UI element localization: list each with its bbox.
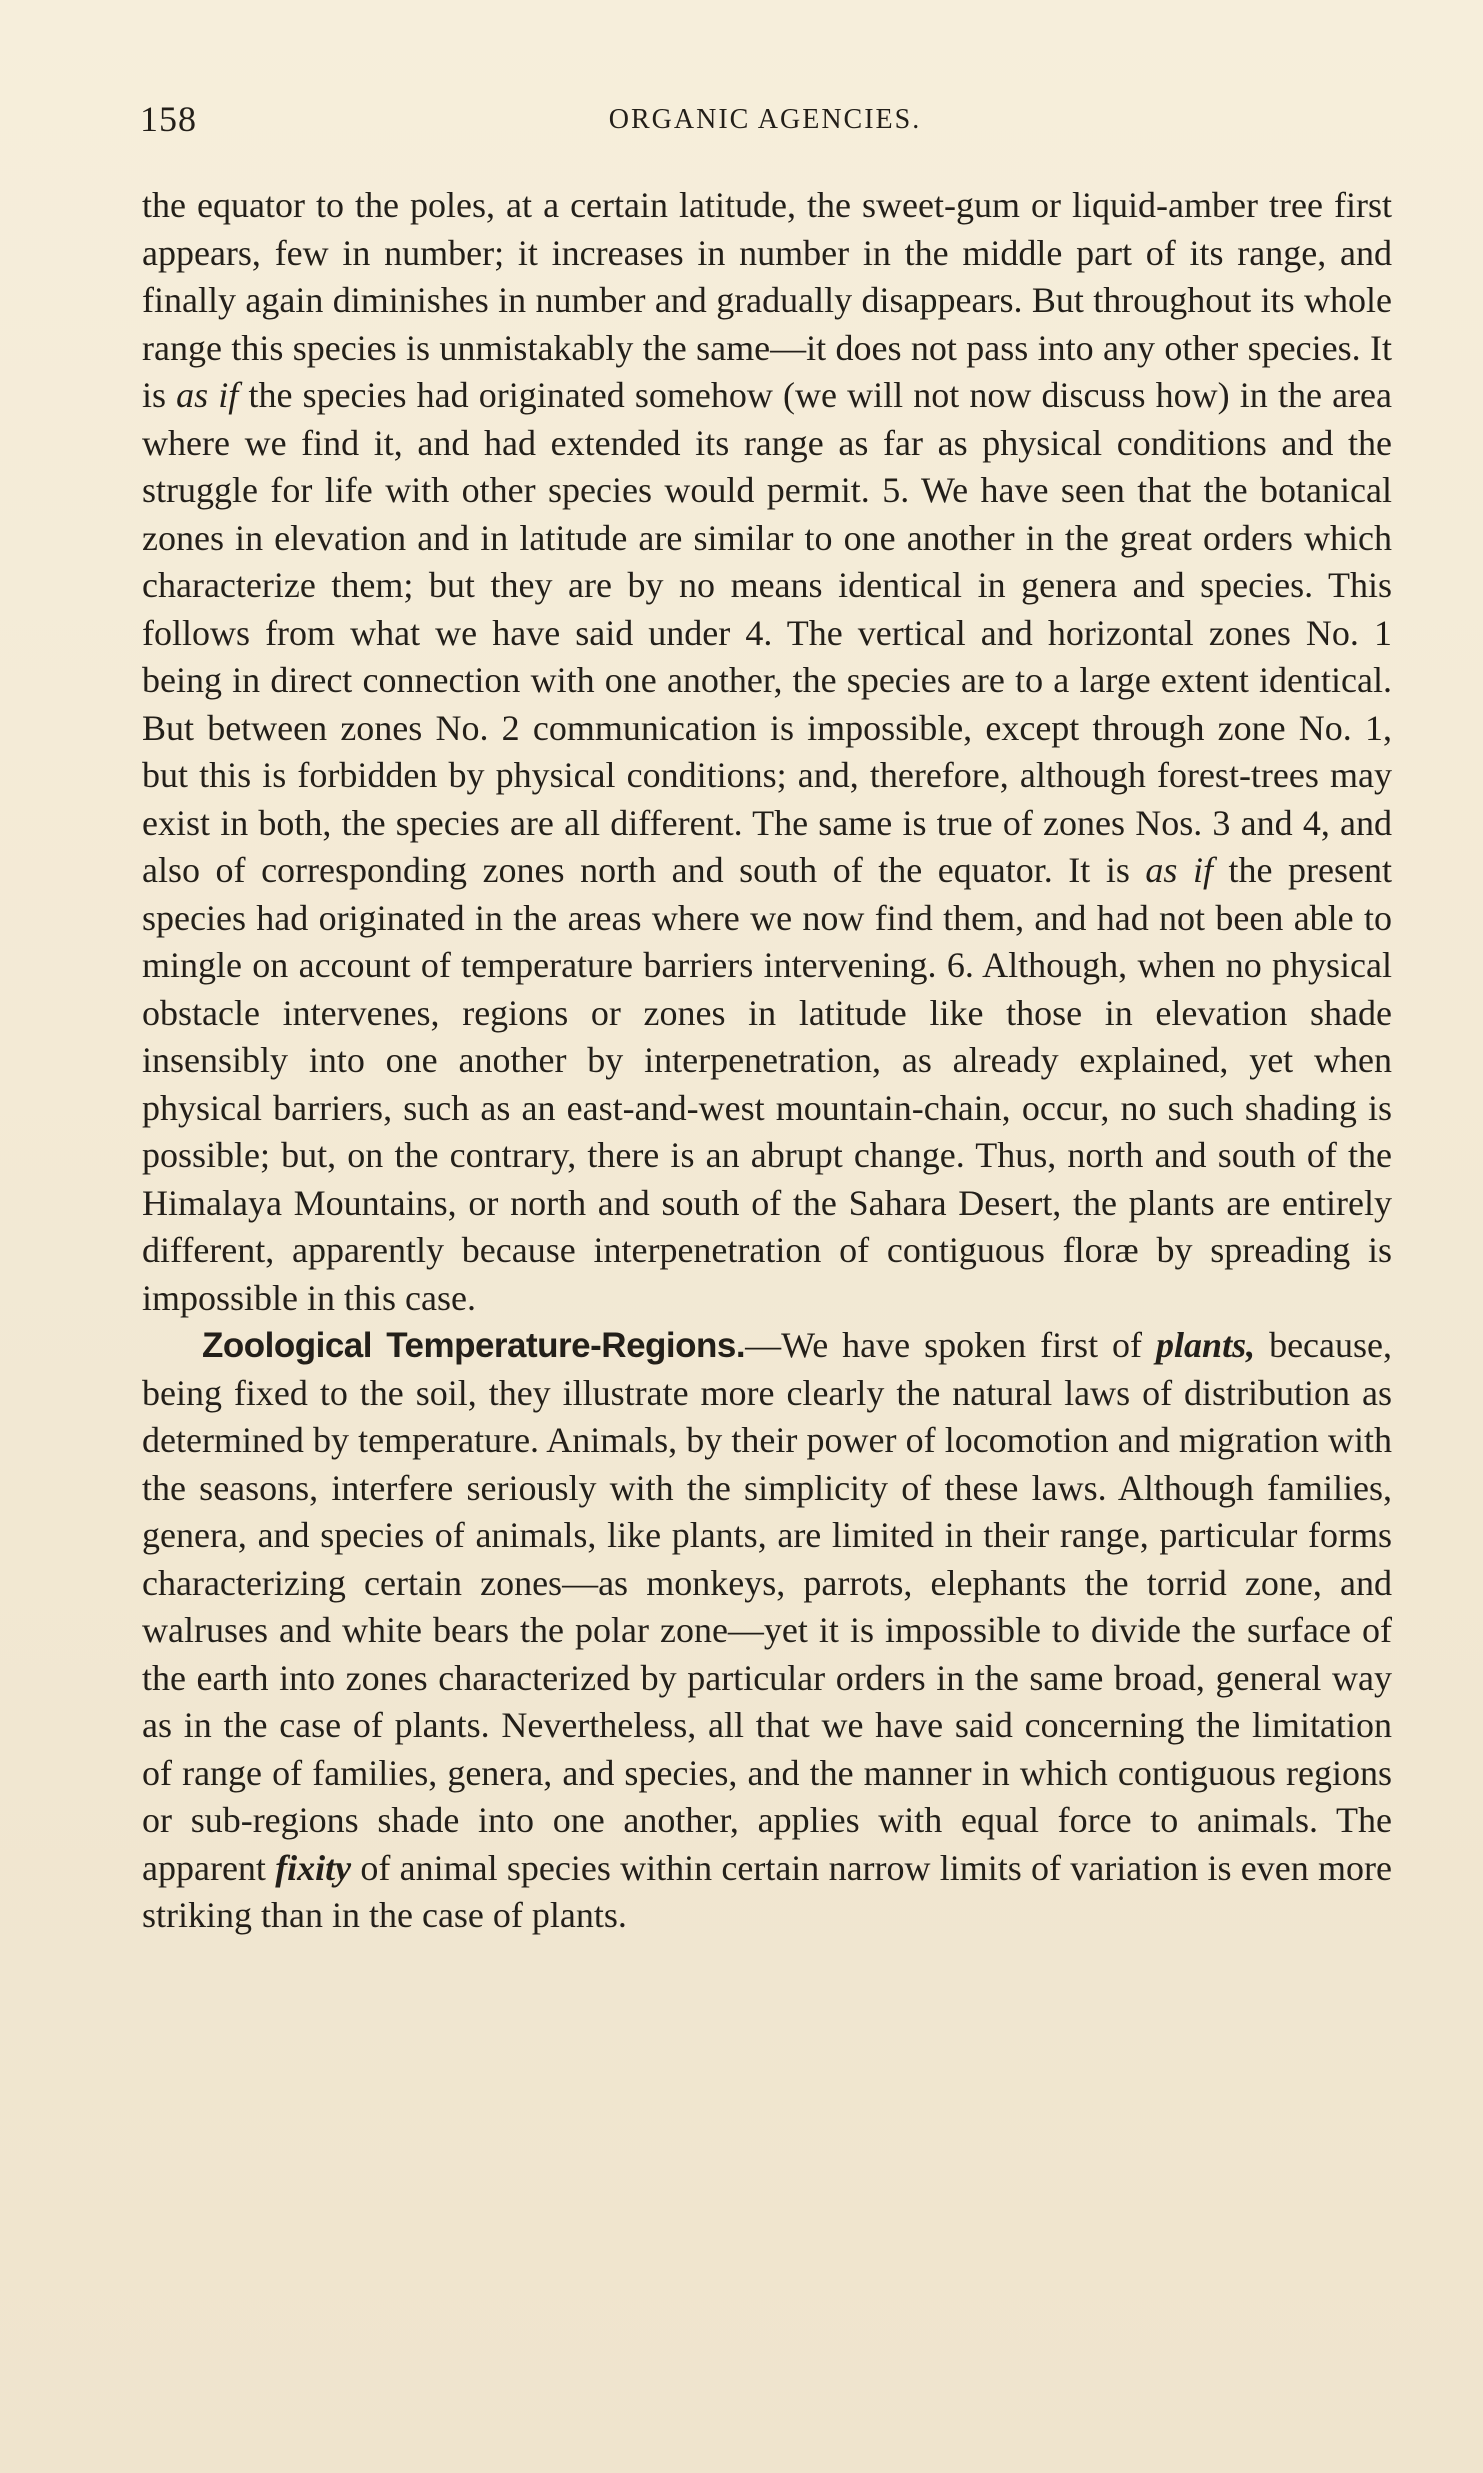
paragraph-2-emphasis-2: fixity [275, 1847, 352, 1888]
paragraph-2-emphasis-1: plants, [1156, 1325, 1256, 1365]
page-number: 158 [140, 99, 197, 139]
paragraph-2-text-3: of animal species within certain narrow limits of variation is even more striking than in the case of plants. [142, 1847, 1392, 1935]
paragraph-1-emphasis-1: as if [176, 375, 239, 415]
paragraph-2-text-1: —We have spoken first of [745, 1325, 1157, 1365]
paragraph-2-text-2: because, being fixed to the soil, they illustrate more clearly the natural laws of distribution as determined by temperature. Animals, by their power of locomotion and migration with the seasons, interfere seriously with the simplicity of these laws. Although families, genera, and species of animals, like plants, are limited in their range, particular forms characterizing certain zones—as monkeys, parrots, elephants the torrid zone, and walruses and white bears the polar zone—yet it is impossible to divide the surface of the earth into zones characterized by particular orders in the same broad, general way as in the case of plants. Nevertheless, all that we have said concerning the limitation of range of families, genera, and species, and the manner in which contiguous regions or sub-regions shade into one another, applies with equal force to animals. The apparent [142, 1325, 1393, 1888]
zoological-regions-paragraph [142, 1322, 1392, 1940]
section-heading: Zoological Temperature-Regions. [202, 1326, 746, 1365]
paragraph-1-text-1: the equator to the poles, at a certain latitude, the sweet-gum or liquid-amber tree first appears, few in number; it increases in number in the middle part of its range, and finally again diminishes in number and gradually disappears. But throughout its whole range this species is unmistakably the same—it does not pass into any other species. It is [142, 185, 1392, 415]
paragraph-continued [142, 182, 1392, 1322]
body-text [142, 182, 1392, 1940]
running-head: ORGANIC AGENCIES. [608, 104, 922, 135]
page-header [140, 98, 1390, 148]
paragraph-1-text-3: the present species had originated in the areas where we now find them, and had not been able to mingle on account of temperature barriers intervening. 6. Although, when no physical obstacle intervenes, regions or zones in latitude like those in elevation shade insensibly into one another by interpenetration, as already explained, yet when physical barriers, such as an east-and-west mountain-chain, occur, no such shading is possible; but, on the contrary, there is an abrupt change. Thus, north and south of the Himalaya Mountains, or north and south of the Sahara Desert, the plants are entirely different, apparently because interpenetration of contiguous floræ by spreading is impossible in this case. [142, 850, 1393, 1318]
paragraph-1-text-2: the species had originated somehow (we will not now discuss how) in the area where we find it, and had extended its range as far as physical conditions and the struggle for life with other species would permit. 5. We have seen that the botanical zones in elevation and in latitude are similar to one another in the great orders which characterize them; but they are by no means identical in genera and species. This follows from what we have said under 4. The vertical and horizontal zones No. 1 being in direct connection with one another, the species are to a large extent identical. But between zones No. 2 communication is impossible, except through zone No. 1, but this is forbidden by physical conditions; and, therefore, although forest-trees may exist in both, the species are all different. The same is true of zones Nos. 3 and 4, and also of corresponding zones north and south of the equator. It is [142, 375, 1392, 890]
paragraph-1-emphasis-2: as if [1145, 850, 1213, 890]
